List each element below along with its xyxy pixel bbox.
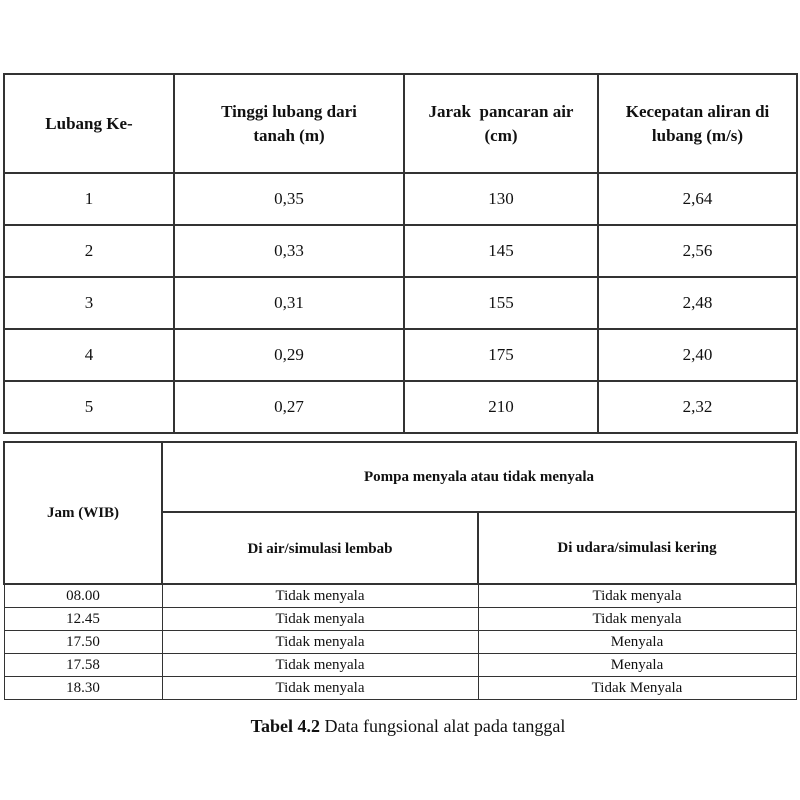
header-pump-status: Pompa menyala atau tidak menyala xyxy=(162,442,796,512)
table-cell: 3 xyxy=(4,277,174,329)
header-dry: Di udara/simulasi kering xyxy=(478,512,796,584)
header-time: Jam (WIB) xyxy=(4,442,162,584)
table-cell: Tidak menyala xyxy=(162,608,478,631)
table-cell: 2,40 xyxy=(598,329,797,381)
header-hole-height: Tinggi lubang dari tanah (m) xyxy=(174,74,404,173)
table-row xyxy=(4,225,797,277)
table-cell: 08.00 xyxy=(4,584,162,608)
hole-flow-table xyxy=(3,73,798,434)
table-row xyxy=(4,584,796,608)
header-jet-distance: Jarak pancaran air (cm) xyxy=(404,74,598,173)
table-row xyxy=(4,277,797,329)
table-cell: 2,64 xyxy=(598,173,797,225)
table-row xyxy=(4,381,797,433)
table-cell: 0,29 xyxy=(174,329,404,381)
table-cell: Tidak menyala xyxy=(162,677,478,700)
table-row xyxy=(4,329,797,381)
table-row xyxy=(4,631,796,654)
table-row xyxy=(4,654,796,677)
table-cell: 0,35 xyxy=(174,173,404,225)
table-cell: 0,27 xyxy=(174,381,404,433)
pump-function-table xyxy=(3,441,797,700)
table-cell: 2,32 xyxy=(598,381,797,433)
table-cell: 1 xyxy=(4,173,174,225)
table-cell: Menyala xyxy=(478,654,796,677)
table-cell: 17.58 xyxy=(4,654,162,677)
caption-text: Data fungsional alat pada tanggal xyxy=(319,716,566,736)
table-cell: 5 xyxy=(4,381,174,433)
table-cell: Menyala xyxy=(478,631,796,654)
table-cell: 17.50 xyxy=(4,631,162,654)
table-cell: 155 xyxy=(404,277,598,329)
header-wet: Di air/simulasi lembab xyxy=(162,512,478,584)
table-cell: Tidak menyala xyxy=(162,654,478,677)
table-cell: 18.30 xyxy=(4,677,162,700)
table-header-row xyxy=(4,442,796,512)
table-row xyxy=(4,677,796,700)
table-row xyxy=(4,608,796,631)
table-row xyxy=(4,173,797,225)
table-cell: Tidak menyala xyxy=(162,631,478,654)
table-cell: 145 xyxy=(404,225,598,277)
table-cell: 4 xyxy=(4,329,174,381)
header-hole-number: Lubang Ke- xyxy=(4,74,174,173)
table-header-row xyxy=(4,74,797,173)
table-cell: Tidak Menyala xyxy=(478,677,796,700)
table-cell: 130 xyxy=(404,173,598,225)
table-cell: Tidak menyala xyxy=(162,584,478,608)
table-cell: 12.45 xyxy=(4,608,162,631)
table-cell: Tidak menyala xyxy=(478,608,796,631)
table-cell: 2,48 xyxy=(598,277,797,329)
caption-label: Tabel 4.2 xyxy=(250,716,320,736)
table-cell: Tidak menyala xyxy=(478,584,796,608)
table-cell: 0,33 xyxy=(174,225,404,277)
table-cell: 175 xyxy=(404,329,598,381)
table-cell: 0,31 xyxy=(174,277,404,329)
table-caption xyxy=(0,716,800,737)
table-cell: 2 xyxy=(4,225,174,277)
table-cell: 2,56 xyxy=(598,225,797,277)
header-flow-speed: Kecepatan aliran di lubang (m/s) xyxy=(598,74,797,173)
table-cell: 210 xyxy=(404,381,598,433)
